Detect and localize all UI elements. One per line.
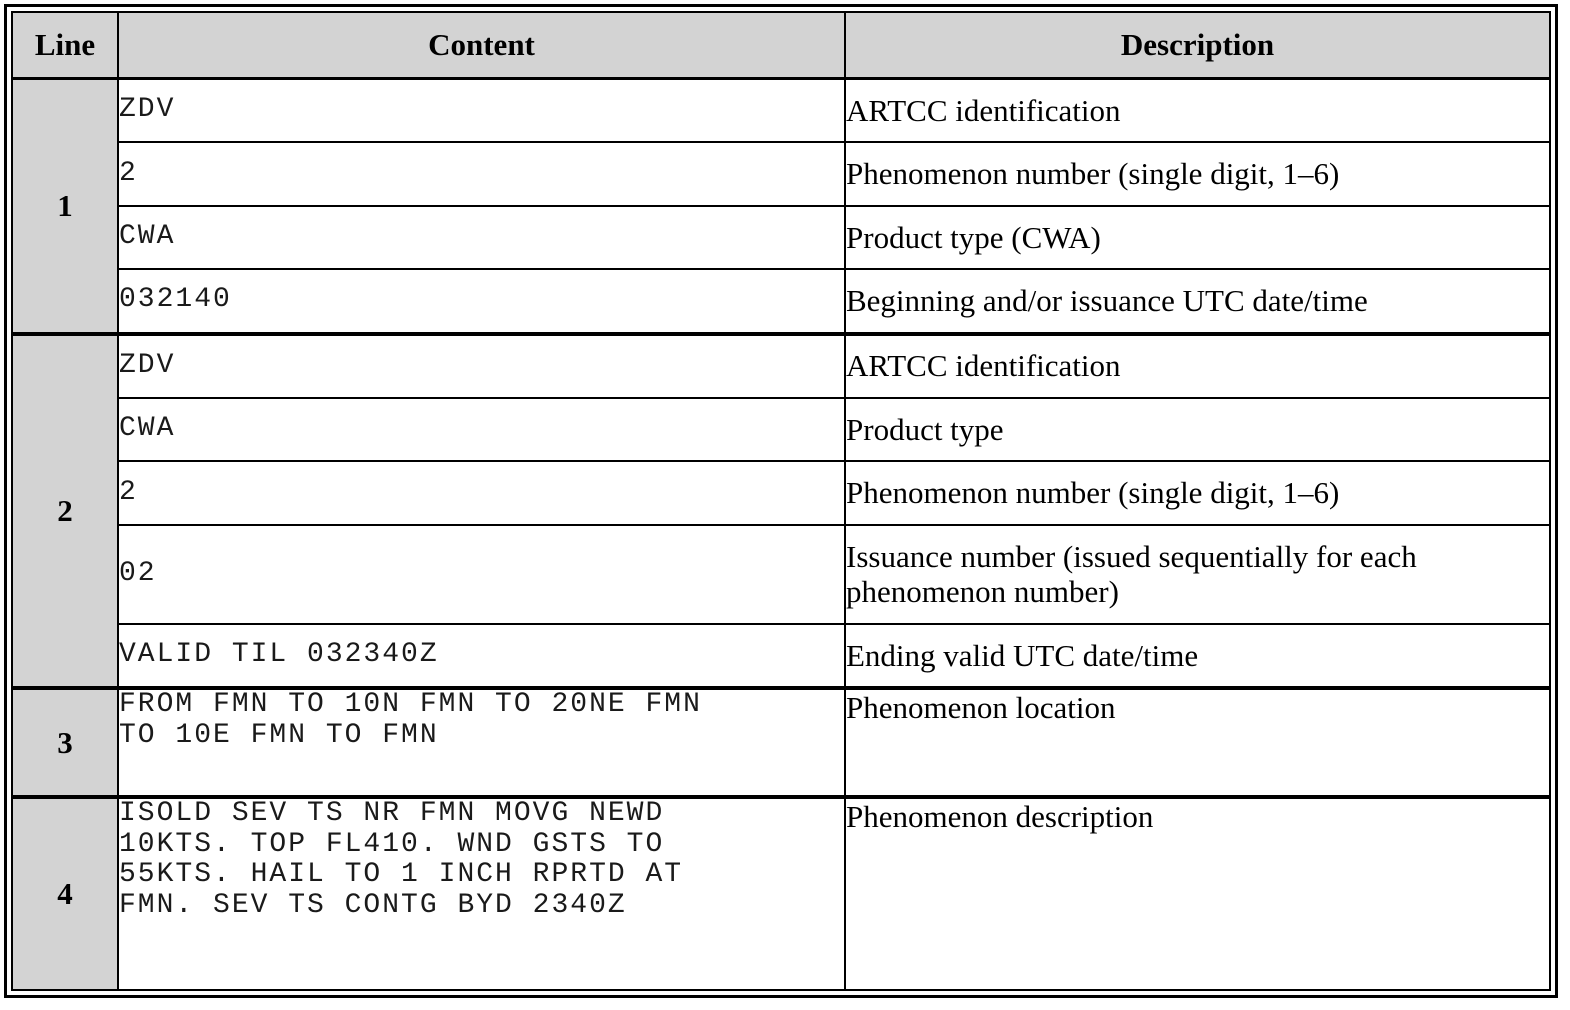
table-row	[12, 334, 1550, 398]
line-number-cell: 4	[12, 797, 118, 990]
content-text: ISOLD SEV TS NR FMN MOVG NEWD	[119, 797, 665, 829]
content-text: 2	[119, 476, 138, 508]
content-text: 55KTS. HAIL TO 1 INCH RPRTD AT	[119, 859, 684, 891]
content-cell	[118, 142, 845, 205]
table-row	[12, 206, 1550, 269]
header-row	[12, 12, 1550, 79]
content-text: CWA	[119, 221, 176, 253]
content-text: 2	[119, 157, 138, 189]
content-text: VALID TIL 032340Z	[119, 639, 439, 671]
table-row	[12, 142, 1550, 205]
content-text: FMN. SEV TS CONTG BYD 2340Z	[119, 890, 627, 922]
description-cell: Phenomenon number (single digit, 1–6)	[845, 461, 1550, 524]
description-cell: Phenomenon number (single digit, 1–6)	[845, 142, 1550, 205]
content-text: TO 10E FMN TO FMN	[119, 720, 439, 752]
description-cell: Beginning and/or issuance UTC date/time	[845, 269, 1550, 333]
cwa-format-table	[11, 11, 1551, 991]
content-text: 10KTS. TOP FL410. WND GSTS TO	[119, 828, 665, 860]
description-cell: Phenomenon location	[845, 688, 1550, 796]
description-cell: Product type	[845, 398, 1550, 461]
header-description: Description	[845, 12, 1550, 79]
content-text: FROM FMN TO 10N FMN TO 20NE FMN	[119, 689, 702, 721]
line-number-cell: 2	[12, 334, 118, 689]
description-cell: Product type (CWA)	[845, 206, 1550, 269]
table-row	[12, 269, 1550, 333]
content-cell	[118, 269, 845, 333]
content-text: CWA	[119, 413, 176, 445]
content-text: ZDV	[119, 94, 176, 126]
description-cell: ARTCC identification	[845, 79, 1550, 143]
table-frame	[4, 4, 1558, 998]
line-number-cell: 1	[12, 79, 118, 334]
content-cell	[118, 79, 845, 143]
header-content: Content	[118, 12, 845, 79]
table-row	[12, 79, 1550, 143]
description-cell: Phenomenon description	[845, 797, 1550, 990]
table-row	[12, 688, 1550, 796]
description-cell: Ending valid UTC date/time	[845, 624, 1550, 688]
description-cell: Issuance number (issued sequentially for each phenomenon number)	[845, 525, 1550, 624]
content-text: 02	[119, 557, 157, 589]
line-number-cell: 3	[12, 688, 118, 796]
content-text: 032140	[119, 284, 232, 316]
table-row	[12, 624, 1550, 688]
content-cell	[118, 334, 845, 398]
content-cell	[118, 688, 845, 796]
content-cell	[118, 206, 845, 269]
content-cell	[118, 398, 845, 461]
content-cell	[118, 797, 845, 990]
content-cell	[118, 624, 845, 688]
table-row	[12, 398, 1550, 461]
content-text: ZDV	[119, 349, 176, 381]
content-cell	[118, 461, 845, 524]
content-cell	[118, 525, 845, 624]
table-row	[12, 525, 1550, 624]
header-line: Line	[12, 12, 118, 79]
description-cell: ARTCC identification	[845, 334, 1550, 398]
table-row	[12, 461, 1550, 524]
table-row	[12, 797, 1550, 990]
